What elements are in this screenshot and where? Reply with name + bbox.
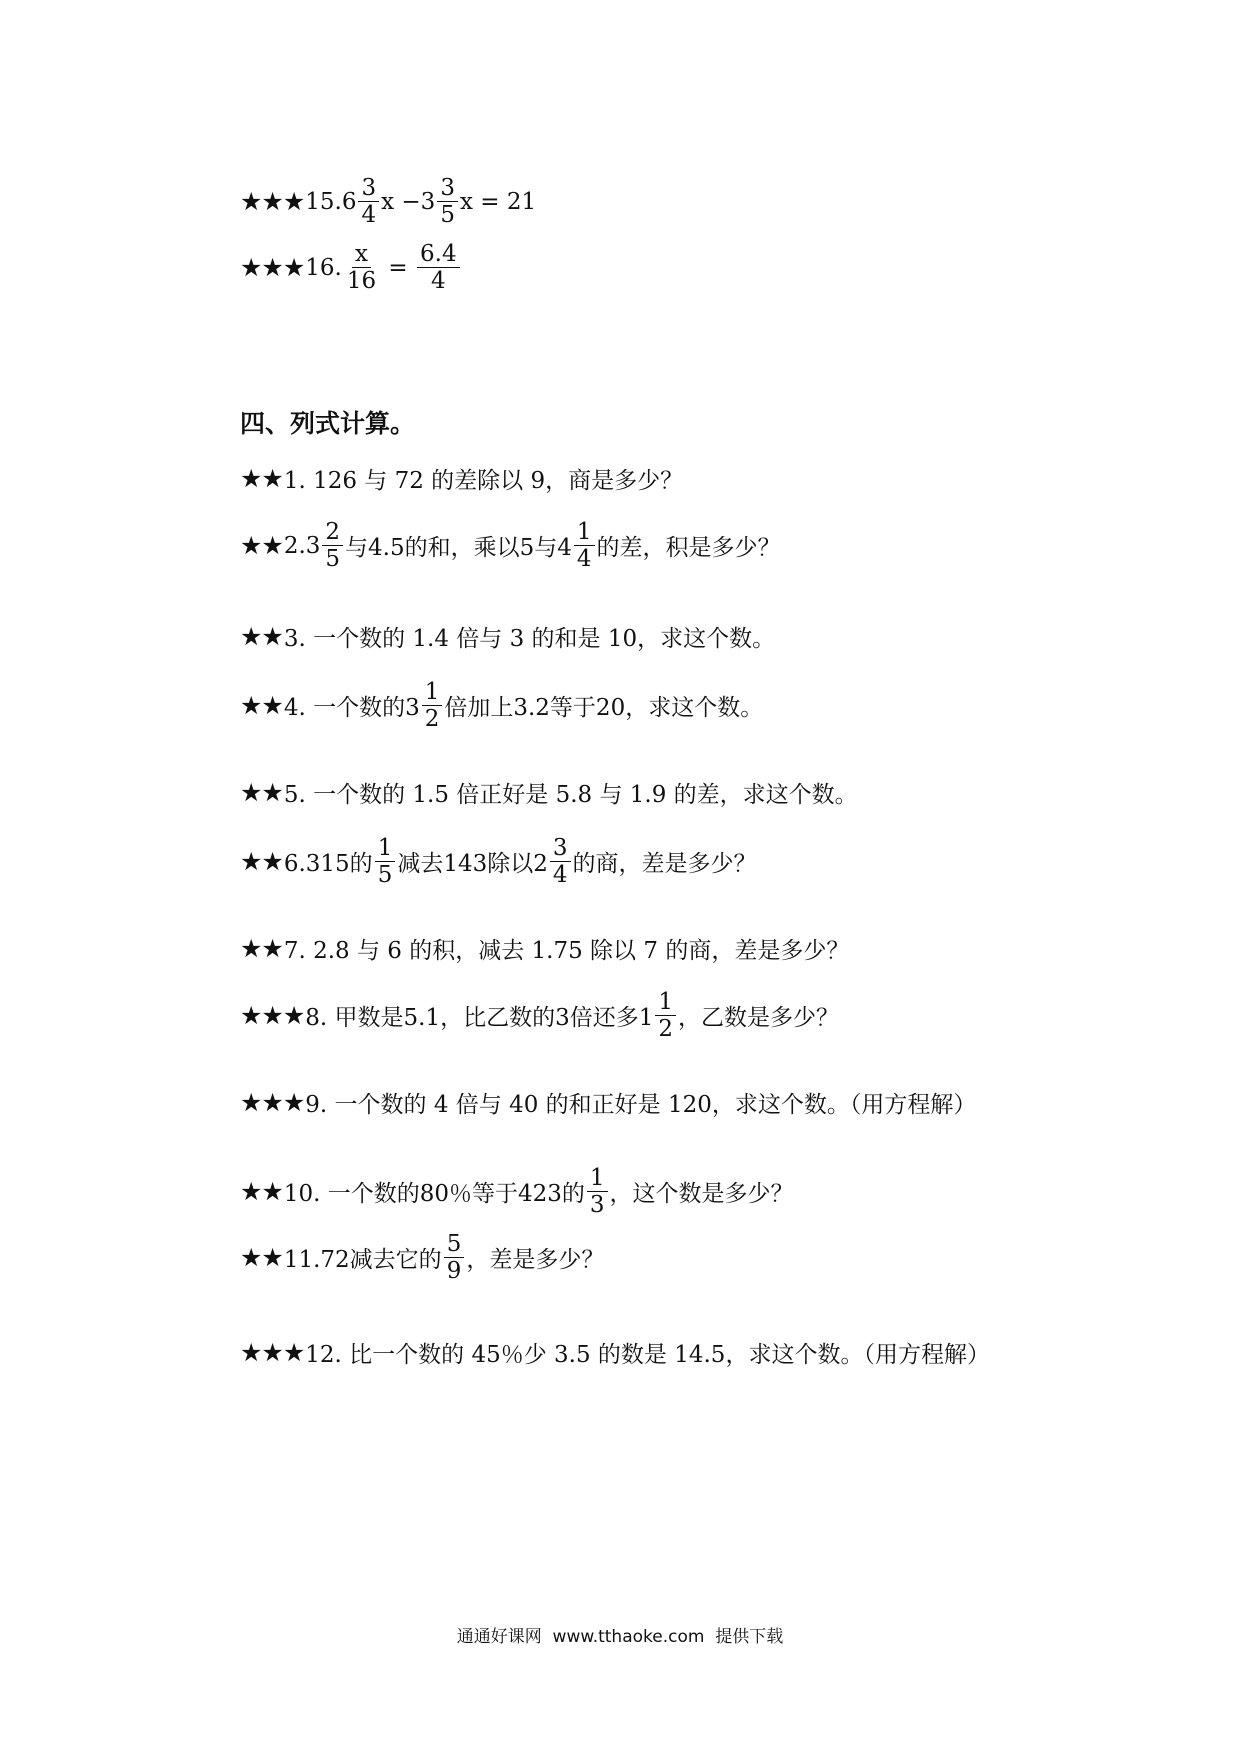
numerator: 1	[587, 1166, 608, 1192]
numerator: 3	[550, 836, 571, 862]
problem-text: 倍加上3.2等于20，求这个数。	[444, 695, 764, 722]
problem-text: 8. 甲数是5.1，比乙数的3倍还多1	[305, 1005, 654, 1032]
fraction	[417, 242, 460, 293]
denominator: 4	[552, 862, 568, 889]
problem-text: 1. 126 与 72 的差除以 9，商是多少？	[283, 468, 684, 494]
whole-part: 3	[420, 188, 436, 215]
problem-text: 9. 一个数的 4 倍与 40 的和正好是 120，求这个数。（用方程解）	[305, 1092, 977, 1118]
problem-text: 6.315的	[283, 851, 373, 878]
denominator: 4	[430, 268, 446, 295]
equation-tail: x = 21	[459, 188, 537, 215]
problem-text: 11.72减去它的	[283, 1247, 442, 1274]
problem-text: 的商，差是多少？	[572, 851, 757, 878]
denominator: 5	[377, 862, 393, 889]
fraction	[358, 176, 379, 227]
fraction	[587, 1166, 608, 1217]
problem-text: ，乙数是多少？	[678, 1005, 839, 1032]
problem-text: 的差，积是多少？	[596, 535, 781, 562]
difficulty-stars: ★★	[240, 622, 283, 651]
difficulty-stars: ★★	[240, 531, 283, 561]
whole-part: 6	[341, 188, 357, 215]
difficulty-stars: ★★★	[240, 253, 305, 283]
fraction	[344, 242, 379, 293]
denominator: 2	[424, 706, 440, 733]
difficulty-stars: ★★★	[240, 1338, 305, 1367]
denominator: 5	[325, 546, 341, 573]
problem-text: 10. 一个数的80％等于423的	[283, 1181, 585, 1208]
difficulty-stars: ★★★	[240, 1088, 305, 1117]
difficulty-stars: ★★	[240, 778, 283, 807]
equation-15	[240, 176, 536, 227]
denominator: 2	[658, 1016, 673, 1043]
numerator: 1	[574, 520, 595, 546]
numerator: 5	[444, 1232, 465, 1258]
denominator: 4	[576, 546, 592, 573]
numerator: x	[352, 242, 371, 268]
problem-9	[240, 1086, 976, 1119]
denominator: 5	[440, 202, 455, 229]
problem-text: 3. 一个数的 1.4 倍与 3 的和是 10，求这个数。	[283, 626, 776, 652]
equation-number: 16.	[305, 254, 342, 281]
numerator: 3	[358, 176, 379, 202]
page-footer: 通通好课网 www.tthaoke.com 提供下载	[456, 1627, 784, 1647]
problem-text: 5. 一个数的 1.5 倍正好是 5.8 与 1.9 的差，求这个数。	[283, 782, 858, 808]
problem-text: 12. 比一个数的 45％少 3.5 的数是 14.5，求这个数。（用方程解）	[305, 1342, 990, 1368]
fraction	[655, 990, 676, 1041]
fraction	[422, 680, 443, 731]
problem-5	[240, 776, 858, 809]
problem-8	[240, 990, 839, 1041]
fraction	[375, 836, 396, 887]
problem-text: ，这个数是多少？	[609, 1181, 794, 1208]
problem-11	[240, 1232, 604, 1283]
difficulty-stars: ★★	[240, 691, 283, 721]
difficulty-stars: ★★	[240, 1177, 283, 1207]
problem-3	[240, 620, 775, 653]
operator-text: x −	[381, 188, 421, 215]
denominator: 9	[446, 1258, 462, 1285]
problem-12	[240, 1336, 990, 1369]
equation-16	[240, 242, 462, 293]
numerator: 1	[655, 990, 676, 1016]
denominator: 16	[346, 268, 377, 295]
section-heading: 四、列式计算。	[240, 409, 416, 438]
difficulty-stars: ★★	[240, 847, 283, 877]
denominator: 3	[589, 1192, 605, 1219]
problem-text: 2.3	[283, 532, 321, 559]
problem-text: ，差是多少？	[466, 1247, 605, 1274]
problem-7	[240, 932, 849, 965]
equation-number: 15.	[305, 188, 342, 215]
fraction	[550, 836, 571, 887]
fraction	[444, 1232, 465, 1283]
problem-text: 与4.5的和，乘以5与4	[345, 535, 572, 562]
difficulty-stars: ★★★	[240, 1001, 305, 1031]
difficulty-stars: ★★	[240, 464, 283, 493]
numerator: 6.4	[417, 242, 460, 268]
problem-1	[240, 462, 683, 495]
problem-text: 7. 2.8 与 6 的积，减去 1.75 除以 7 的商，差是多少？	[283, 938, 850, 964]
numerator: 1	[422, 680, 443, 706]
problem-text: 减去143除以2	[397, 851, 548, 878]
problem-text: 4. 一个数的3	[283, 695, 420, 722]
numerator: 3	[437, 176, 458, 202]
fraction	[437, 176, 458, 227]
difficulty-stars: ★★	[240, 1243, 283, 1273]
denominator: 4	[361, 202, 377, 229]
numerator: 2	[322, 520, 343, 546]
problem-6	[240, 836, 757, 887]
fraction	[322, 520, 343, 571]
difficulty-stars: ★★★	[240, 187, 305, 217]
problem-10	[240, 1166, 794, 1217]
problem-4	[240, 680, 763, 731]
fraction	[574, 520, 595, 571]
numerator: 1	[375, 836, 396, 862]
difficulty-stars: ★★	[240, 934, 283, 963]
problem-2	[240, 520, 781, 571]
equals-sign: =	[381, 254, 416, 281]
